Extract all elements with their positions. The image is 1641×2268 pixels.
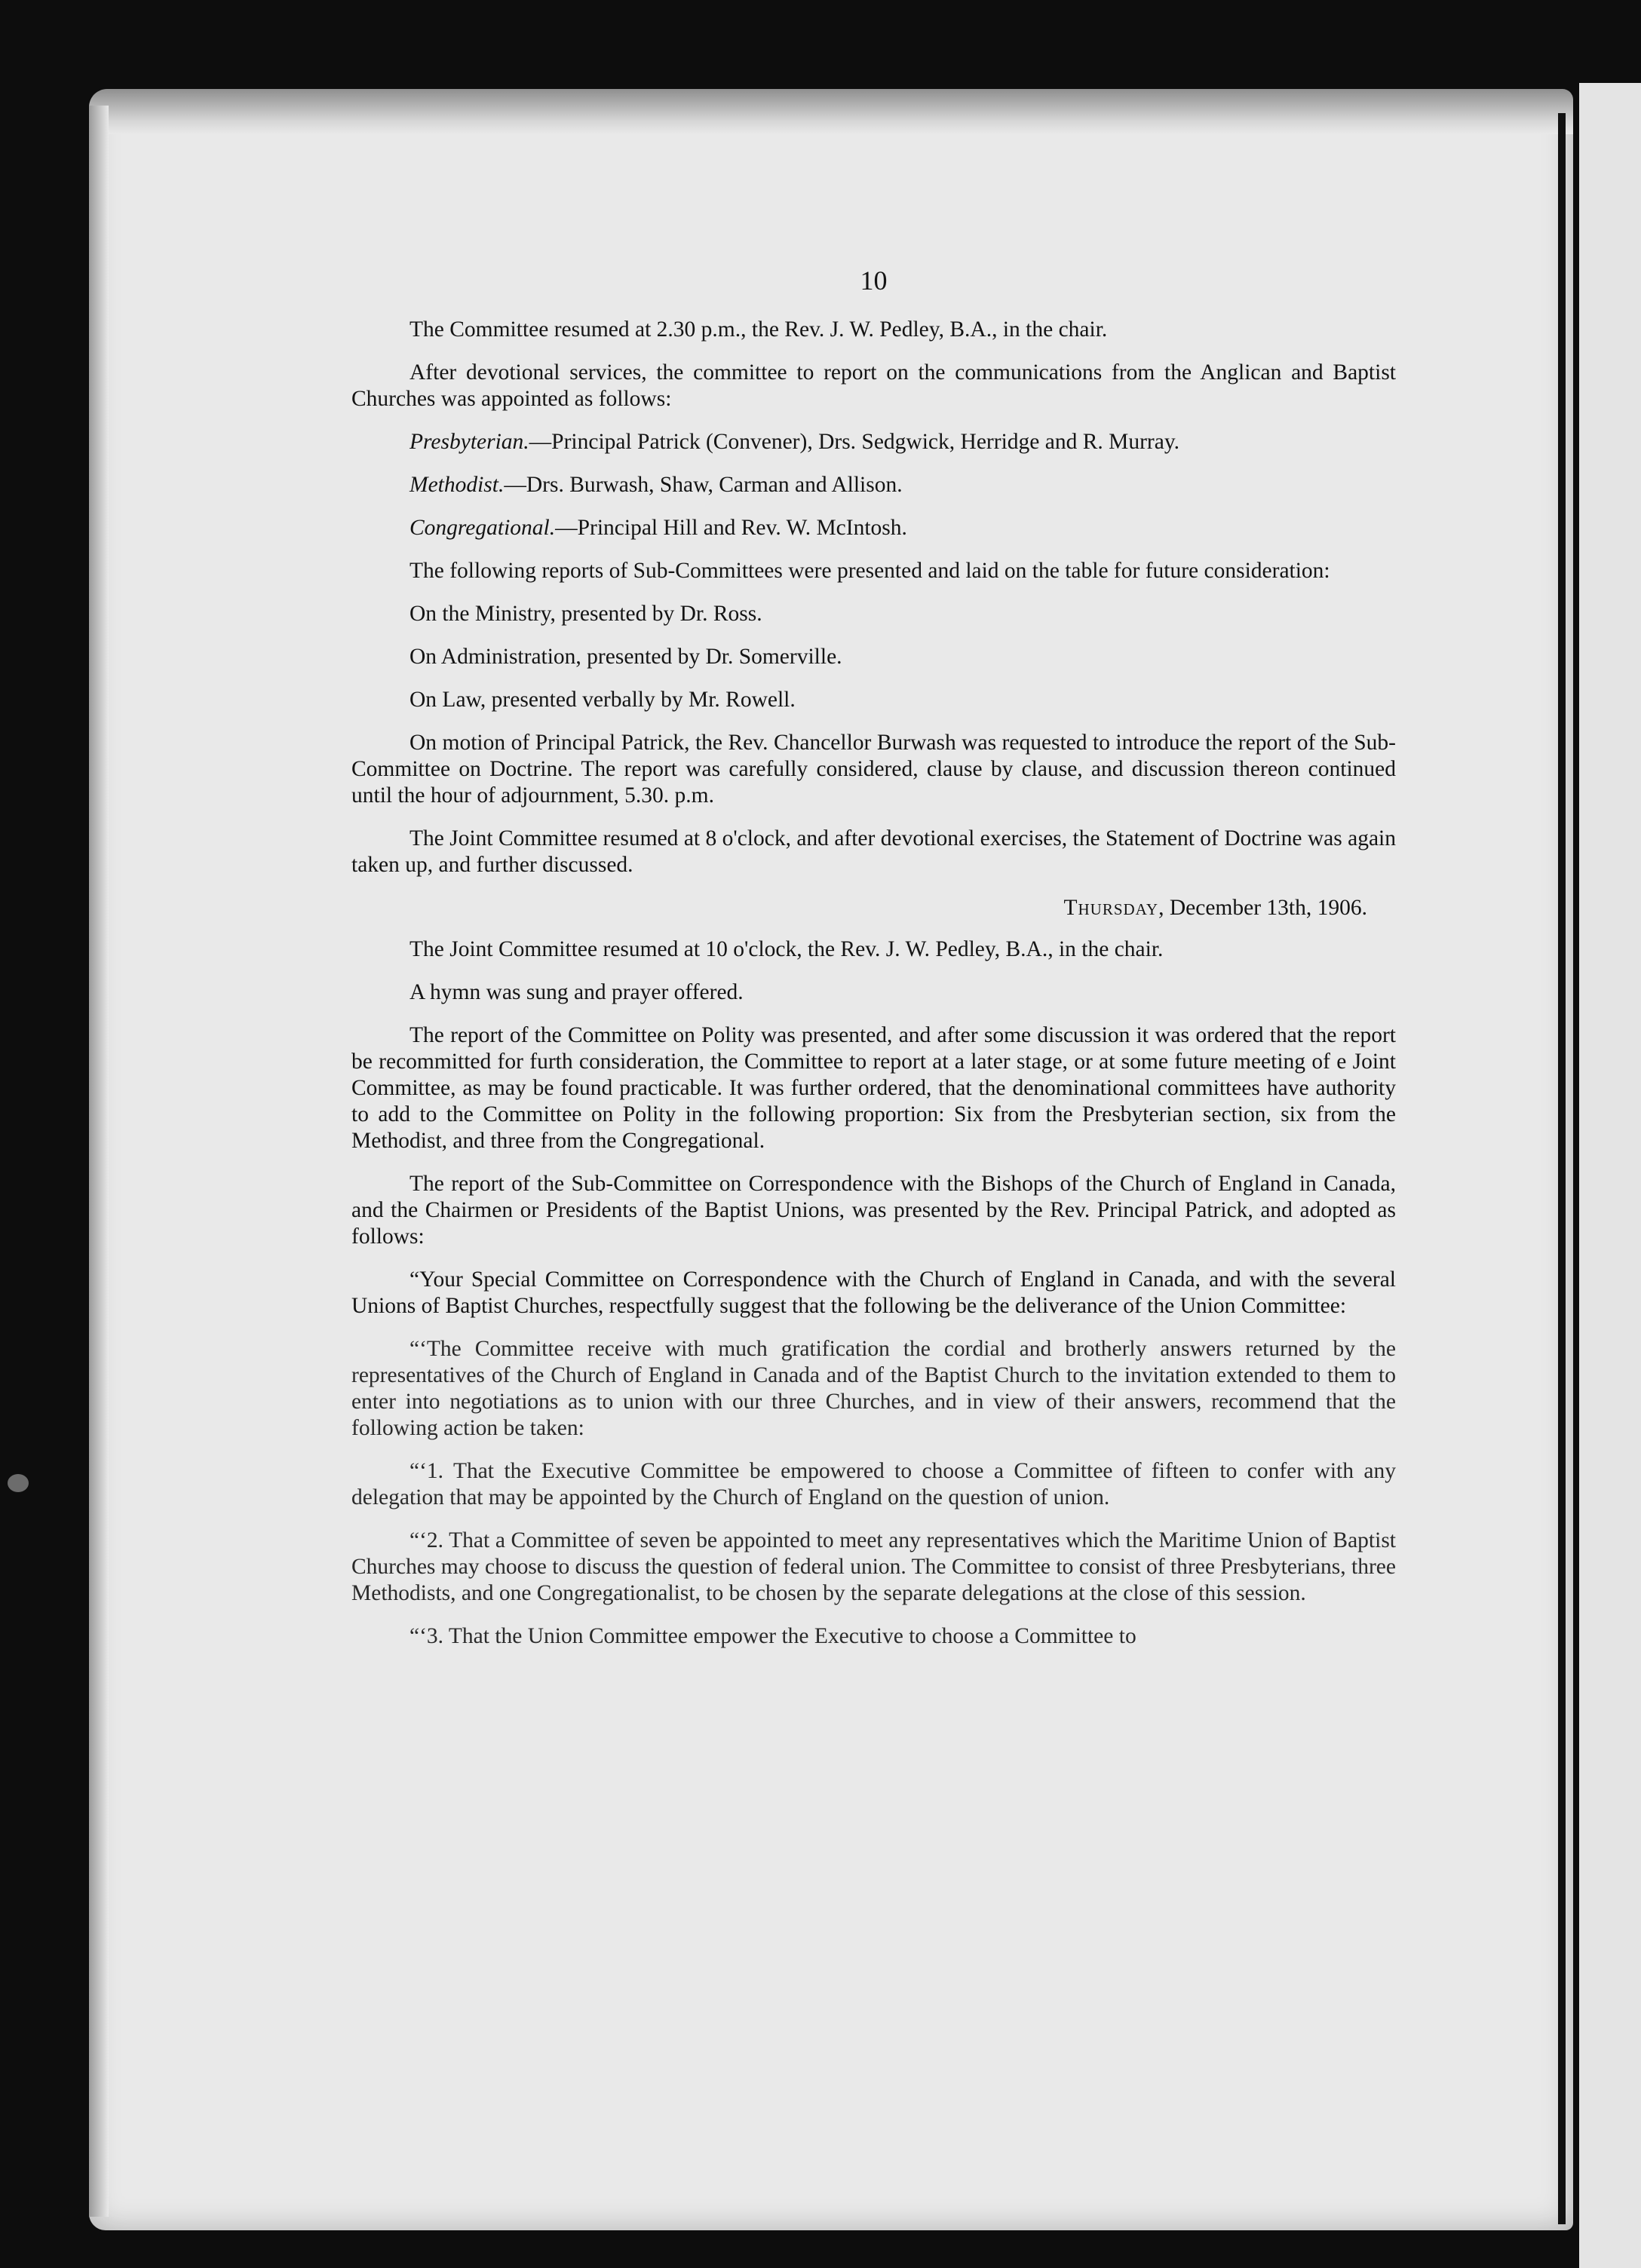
report-law: On Law, presented verbally by Mr. Rowell. [409, 688, 796, 712]
quote-item-2: “‘2. That a Committee of seven be appointed to meet any representatives which the Maritime Union of Baptist Churches may choose to discuss the question of federal union. The Committee to consist of three Presbyterians, three Methodists, and one Congregationalist, to be chosen by the separate delegations at the close of this session. [351, 1528, 1396, 1605]
presbyterian-label: Presbyterian. [409, 430, 529, 454]
page-binding-edge [1558, 113, 1566, 2224]
presbyterian-members [351, 429, 1396, 455]
paragraph-sub-committee-reports: The following reports of Sub-Committees were presented and laid on the table for future consideration: [409, 559, 1330, 583]
session-day: Thursday [1063, 896, 1159, 920]
paragraph-joint-committee-resumed: The Joint Committee resumed at 10 o'clock, the Rev. J. W. Pedley, B.A., in the chair. [409, 937, 1164, 961]
quote-item-3: “‘3. That the Union Committee empower the Executive to choose a Committee to [409, 1624, 1136, 1648]
ink-spot [8, 1474, 29, 1492]
report-administration: On Administration, presented by Dr. Somerville. [409, 645, 842, 669]
session-date [351, 895, 1396, 921]
quote-special-committee: “Your Special Committee on Correspondence with the Church of England in Canada, and with the several Unions of Baptist Churches, respectfully suggest that the following be the deliverance of the Union Committee: [351, 1267, 1396, 1318]
methodist-members [351, 472, 1396, 498]
page-number: 10 [860, 265, 888, 296]
congregational-members [351, 515, 1396, 541]
paragraph-hymn: A hymn was sung and prayer offered. [409, 980, 744, 1004]
quote-item-1: “‘1. That the Executive Committee be empowered to choose a Committee of fifteen to confer with any delegation that may be appointed by the Church of England on the question of union. [351, 1459, 1396, 1509]
congregational-text: —Principal Hill and Rev. W. McIntosh. [555, 516, 907, 540]
page-top-shadow [89, 89, 1573, 134]
paragraph-doctrine-motion: On motion of Principal Patrick, the Rev. Chancellor Burwash was requested to introduce the report of the Sub-Committee on Doctrine. The report was carefully considered, clause by clause, and discussion thereon continued until the hour of adjournment, 5.30. p.m. [351, 731, 1396, 808]
paragraph-committee-resumed: The Committee resumed at 2.30 p.m., the Rev. J. W. Pedley, B.A., in the chair. [409, 317, 1108, 342]
methodist-text: —Drs. Burwash, Shaw, Carman and Allison. [504, 473, 903, 497]
page-left-shadow [89, 106, 109, 2217]
paragraph-correspondence-report: The report of the Sub-Committee on Correspondence with the Bishops of the Church of England in Canada, and the Chairmen or Presidents of the Baptist Unions, was presented by the Rev. Principal Patrick, and adopted as follows: [351, 1172, 1396, 1249]
congregational-label: Congregational. [409, 516, 556, 540]
methodist-label: Methodist. [409, 473, 505, 497]
quote-gratification: “‘The Committee receive with much gratification the cordial and brotherly answers returned by the representatives of the Church of England in Canada and of the Baptist Church to the invitation extended to them to enter into negotiations as to union with our three Churches, and in view of their answers, recommend that the following action be taken: [351, 1337, 1396, 1440]
report-ministry: On the Ministry, presented by Dr. Ross. [409, 602, 762, 626]
session-date-text: , December 13th, 1906. [1158, 896, 1367, 920]
presbyterian-text: —Principal Patrick (Convener), Drs. Sedgwick, Herridge and R. Murray. [529, 430, 1180, 454]
adjacent-page-edge [1579, 83, 1641, 2268]
paragraph-evening-session: The Joint Committee resumed at 8 o'clock, and after devotional exercises, the Statement of Doctrine was again taken up, and further discussed. [351, 826, 1396, 877]
paragraph-devotional-services: After devotional services, the committee to report on the communications from the Anglican and Baptist Churches was appointed as follows: [351, 360, 1396, 411]
page-text [351, 264, 1396, 1666]
paragraph-polity-report: The report of the Committee on Polity was presented, and after some discussion it was ordered that the report be recommitted for furth consideration, the Committee to report at a later stage, or at some future meeting of e Joint Committee, as may be found practicable. It was further ordered, that the denominational committees have authority to add to the Committee on Polity in the following proportion: Six from the Presbyterian section, six from the Methodist, and three from the Congregational. [351, 1023, 1396, 1153]
